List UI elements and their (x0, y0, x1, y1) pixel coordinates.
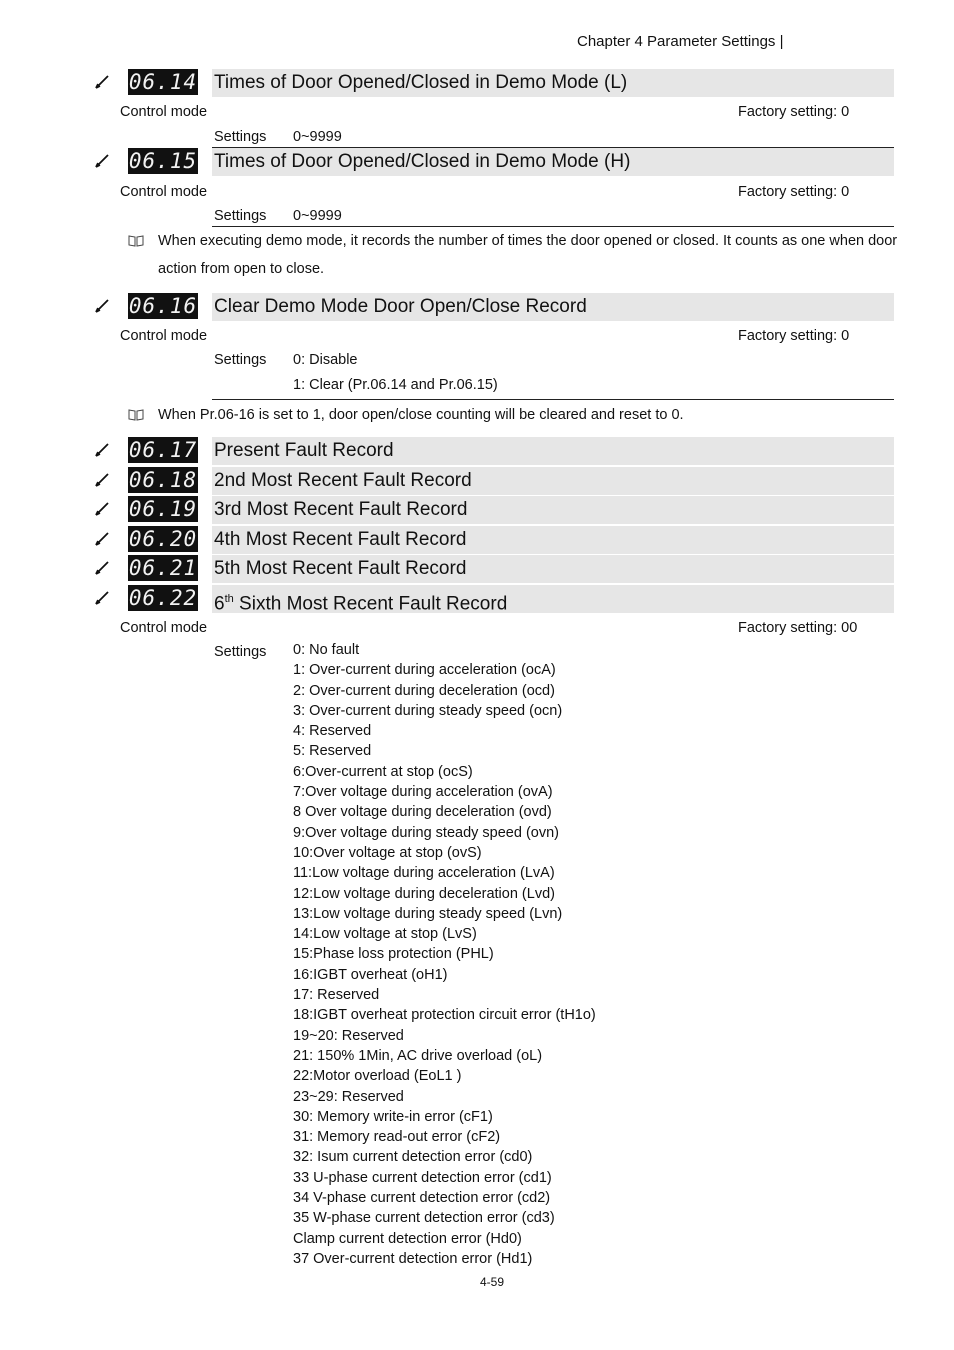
pen-icon (94, 298, 110, 314)
settings-value: 0: Disable (293, 352, 358, 368)
list-item: 33 U-phase current detection error (cd1) (293, 1169, 552, 1186)
list-item: 15:Phase loss protection (PHL) (293, 946, 494, 963)
pen-icon (94, 560, 110, 576)
list-item: 31: Memory read-out error (cF2) (293, 1129, 501, 1146)
parameter-title: 6th Sixth Most Recent Fault Record (214, 593, 508, 615)
parameter-title: 3rd Most Recent Fault Record (214, 499, 468, 520)
list-item: 35 W-phase current detection error (cd3) (293, 1210, 555, 1227)
list-item: 13:Low voltage during steady speed (Lvn) (293, 905, 563, 922)
pen-icon (94, 590, 110, 606)
parameter-code-display: 06.18 (128, 468, 198, 492)
parameter-title: 4th Most Recent Fault Record (214, 529, 467, 550)
parameter-title: Times of Door Opened/Closed in Demo Mode (L) (214, 72, 628, 93)
note-text: When executing demo mode, it records the number of times the door opened or closed. It counts as one when door action from open to close. (158, 233, 898, 277)
list-item: 8 Over voltage during deceleration (ovd) (293, 804, 552, 821)
parameter-title: 5th Most Recent Fault Record (214, 558, 467, 579)
settings-label: Settings (214, 352, 267, 368)
settings-label: Settings (214, 129, 267, 145)
parameter-code-display: 06.17 (128, 438, 198, 462)
control-mode-label: Control mode (120, 104, 208, 120)
list-item: 16:IGBT overheat (oH1) (293, 966, 448, 983)
list-item: Clamp current detection error (Hd0) (293, 1230, 522, 1247)
list-item: 9:Over voltage during steady speed (ovn) (293, 824, 559, 841)
pen-icon (94, 74, 110, 90)
list-item: 1: Over-current during acceleration (ocA) (293, 662, 556, 679)
parameter-title: Present Fault Record (214, 440, 394, 461)
list-item: 34 V-phase current detection error (cd2) (293, 1190, 551, 1207)
factory-setting: Factory setting: 00 (738, 620, 858, 636)
settings-value: 1: Clear (Pr.06.14 and Pr.06.15) (293, 377, 498, 393)
list-item: 37 Over-current detection error (Hd1) (293, 1250, 533, 1267)
parameter-title: Times of Door Opened/Closed in Demo Mode (H) (214, 151, 631, 172)
list-item: 30: Memory write-in error (cF1) (293, 1108, 493, 1125)
list-item: 22:Motor overload (EoL1 ) (293, 1068, 462, 1085)
settings-label: Settings (214, 644, 267, 660)
list-item: 32: Isum current detection error (cd0) (293, 1149, 533, 1166)
parameter-code-display: 06.21 (128, 556, 198, 580)
pen-icon (94, 153, 110, 169)
note-text: When Pr.06-16 is set to 1, door open/close counting will be cleared and reset to 0. (158, 407, 684, 423)
parameter-code-display: 06.14 (128, 70, 198, 94)
control-mode-label: Control mode (120, 328, 208, 344)
list-item: 18:IGBT overheat protection circuit error (tH1o) (293, 1007, 596, 1024)
list-item: 11:Low voltage during acceleration (LvA) (293, 865, 555, 882)
parameter-code-display: 06.19 (128, 497, 198, 521)
control-mode-label: Control mode (120, 620, 208, 636)
list-item: 3: Over-current during steady speed (ocn) (293, 702, 563, 719)
list-item: 14:Low voltage at stop (LvS) (293, 926, 477, 943)
factory-setting: Factory setting: 0 (738, 184, 850, 200)
book-icon (128, 235, 144, 247)
parameter-code-display: 06.22 (128, 586, 198, 610)
factory-setting: Factory setting: 0 (738, 104, 850, 120)
settings-value: 0~9999 (293, 129, 342, 145)
list-item: 6:Over-current at stop (ocS) (293, 763, 473, 780)
control-mode-label: Control mode (120, 184, 208, 200)
parameter-code-display: 06.16 (128, 294, 198, 318)
page-header: Chapter 4 Parameter Settings | (577, 33, 784, 50)
pen-icon (94, 531, 110, 547)
divider (212, 399, 894, 400)
page-number: 4-59 (480, 1275, 505, 1289)
list-item: 23~29: Reserved (293, 1088, 404, 1105)
list-item: 2: Over-current during deceleration (ocd) (293, 682, 555, 699)
pen-icon (94, 442, 110, 458)
parameter-title: Clear Demo Mode Door Open/Close Record (214, 296, 587, 317)
settings-value: 0~9999 (293, 208, 342, 224)
factory-setting: Factory setting: 0 (738, 328, 850, 344)
list-item: 21: 150% 1Min, AC drive overload (oL) (293, 1047, 543, 1064)
list-item: 7:Over voltage during acceleration (ovA) (293, 784, 553, 801)
list-item: 0: No fault (293, 642, 360, 658)
list-item: 12:Low voltage during deceleration (Lvd) (293, 885, 555, 902)
parameter-title: 2nd Most Recent Fault Record (214, 470, 472, 491)
list-item: 19~20: Reserved (293, 1027, 404, 1044)
list-item: 5: Reserved (293, 743, 372, 760)
list-item: 4: Reserved (293, 723, 372, 740)
pen-icon (94, 501, 110, 517)
book-icon (128, 409, 144, 421)
pen-icon (94, 472, 110, 488)
parameter-code-display: 06.15 (128, 149, 198, 173)
settings-label: Settings (214, 208, 267, 224)
fault-settings-list (293, 640, 596, 1269)
parameter-code-display: 06.20 (128, 527, 198, 551)
list-item: 17: Reserved (293, 987, 380, 1004)
list-item: 10:Over voltage at stop (ovS) (293, 844, 482, 861)
